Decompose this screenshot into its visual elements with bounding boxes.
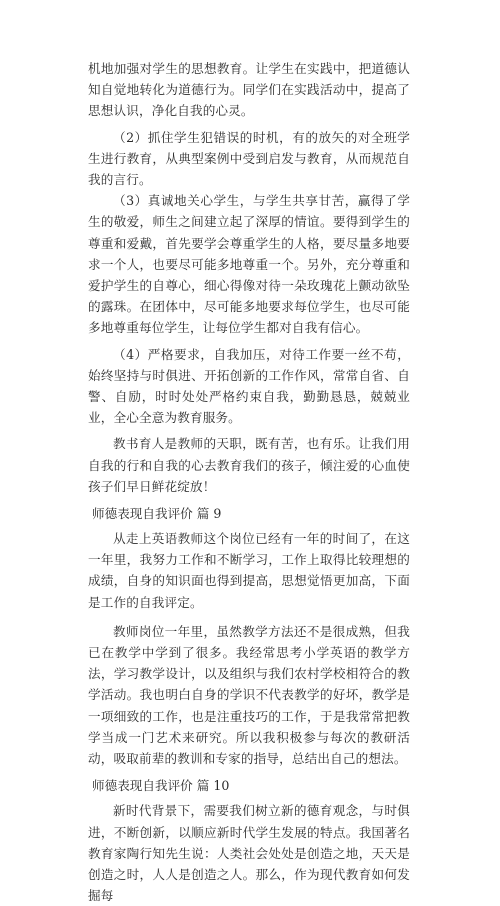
section-heading-10: 师德表现自我评价 篇 10 bbox=[92, 778, 230, 794]
section9-paragraph-2: 教师岗位一年里，虽然教学方法还不是很成熟，但我已在教学中学到了很多。我经常思考小学英语的教学方法，学习教学设计，以及组织与我们农村学校相符合的教学活动。我也明白自身的学识不代表教学的好坏，教学是一项细致的工作，也是注重技巧的工作，于是我常常把教学当成一门艺术来研究。所以我积极参与每次的教研活动，吸取前辈的教训和专家的指导，总结出自己的想法。 bbox=[88, 623, 410, 767]
section-heading-9: 师德表现自我评价 篇 9 bbox=[92, 506, 222, 522]
paragraph-point-4: （4）严格要求，自我加压，对待工作要一丝不苟，始终坚持与时俱进、开拓创新的工作作风，常常自省、自警、自励，时时处处严格约束自我，勤勤恳恳，兢兢业业，全心全意为教育服务。 bbox=[88, 346, 410, 426]
paragraph-continued: 机地加强对学生的思想教育。让学生在实践中，把道德认知自觉地转化为道德行为。同学们在实践活动中，提高了思想认识，净化自我的心灵。 bbox=[88, 61, 410, 119]
paragraph-conclusion: 教书育人是教师的天职，既有苦，也有乐。让我们用自我的行和自我的心去教育我们的孩子，倾注爱的心血使孩子们早日鲜花绽放！ bbox=[88, 436, 410, 494]
paragraph-point-3: （3）真诚地关心学生，与学生共享甘苦，赢得了学生的敬爱，师生之间建立起了深厚的情谊。要得到学生的尊重和爱戴，首先要学会尊重学生的人格，要尽量多地要求一个人，也要尽可能多地尊重一个。另外，充分尊重和爱护学生的自尊心，细心得像对待一朵玫瑰花上颤动欲坠的露珠。在团体中，尽可能多地要求每位学生，也尽可能多地尊重每位学生，让每位学生都对自我有信心。 bbox=[88, 193, 410, 336]
paragraph-point-2: （2）抓住学生犯错误的时机，有的放矢的对全班学生进行教育，从典型案例中受到启发与教育，从而规范自我的言行。 bbox=[88, 129, 410, 188]
document-body bbox=[88, 58, 410, 906]
section10-paragraph-1: 新时代背景下，需要我们树立新的德育观念，与时俱进，不断创新，以顺应新时代学生发展的特点。我国著名教育家陶行知先生说：人类社会处处是创造之地，天天是创造之时，人人是创造之人。那么，作为现代教育如何发掘每 bbox=[88, 803, 410, 904]
section9-paragraph-1: 从走上英语教师这个岗位已经有一年的时间了，在这一年里，我努力工作和不断学习，工作上取得比较理想的成绩，自身的知识面也得到提高，思想觉悟更加高，下面是工作的自我评定。 bbox=[88, 531, 410, 610]
